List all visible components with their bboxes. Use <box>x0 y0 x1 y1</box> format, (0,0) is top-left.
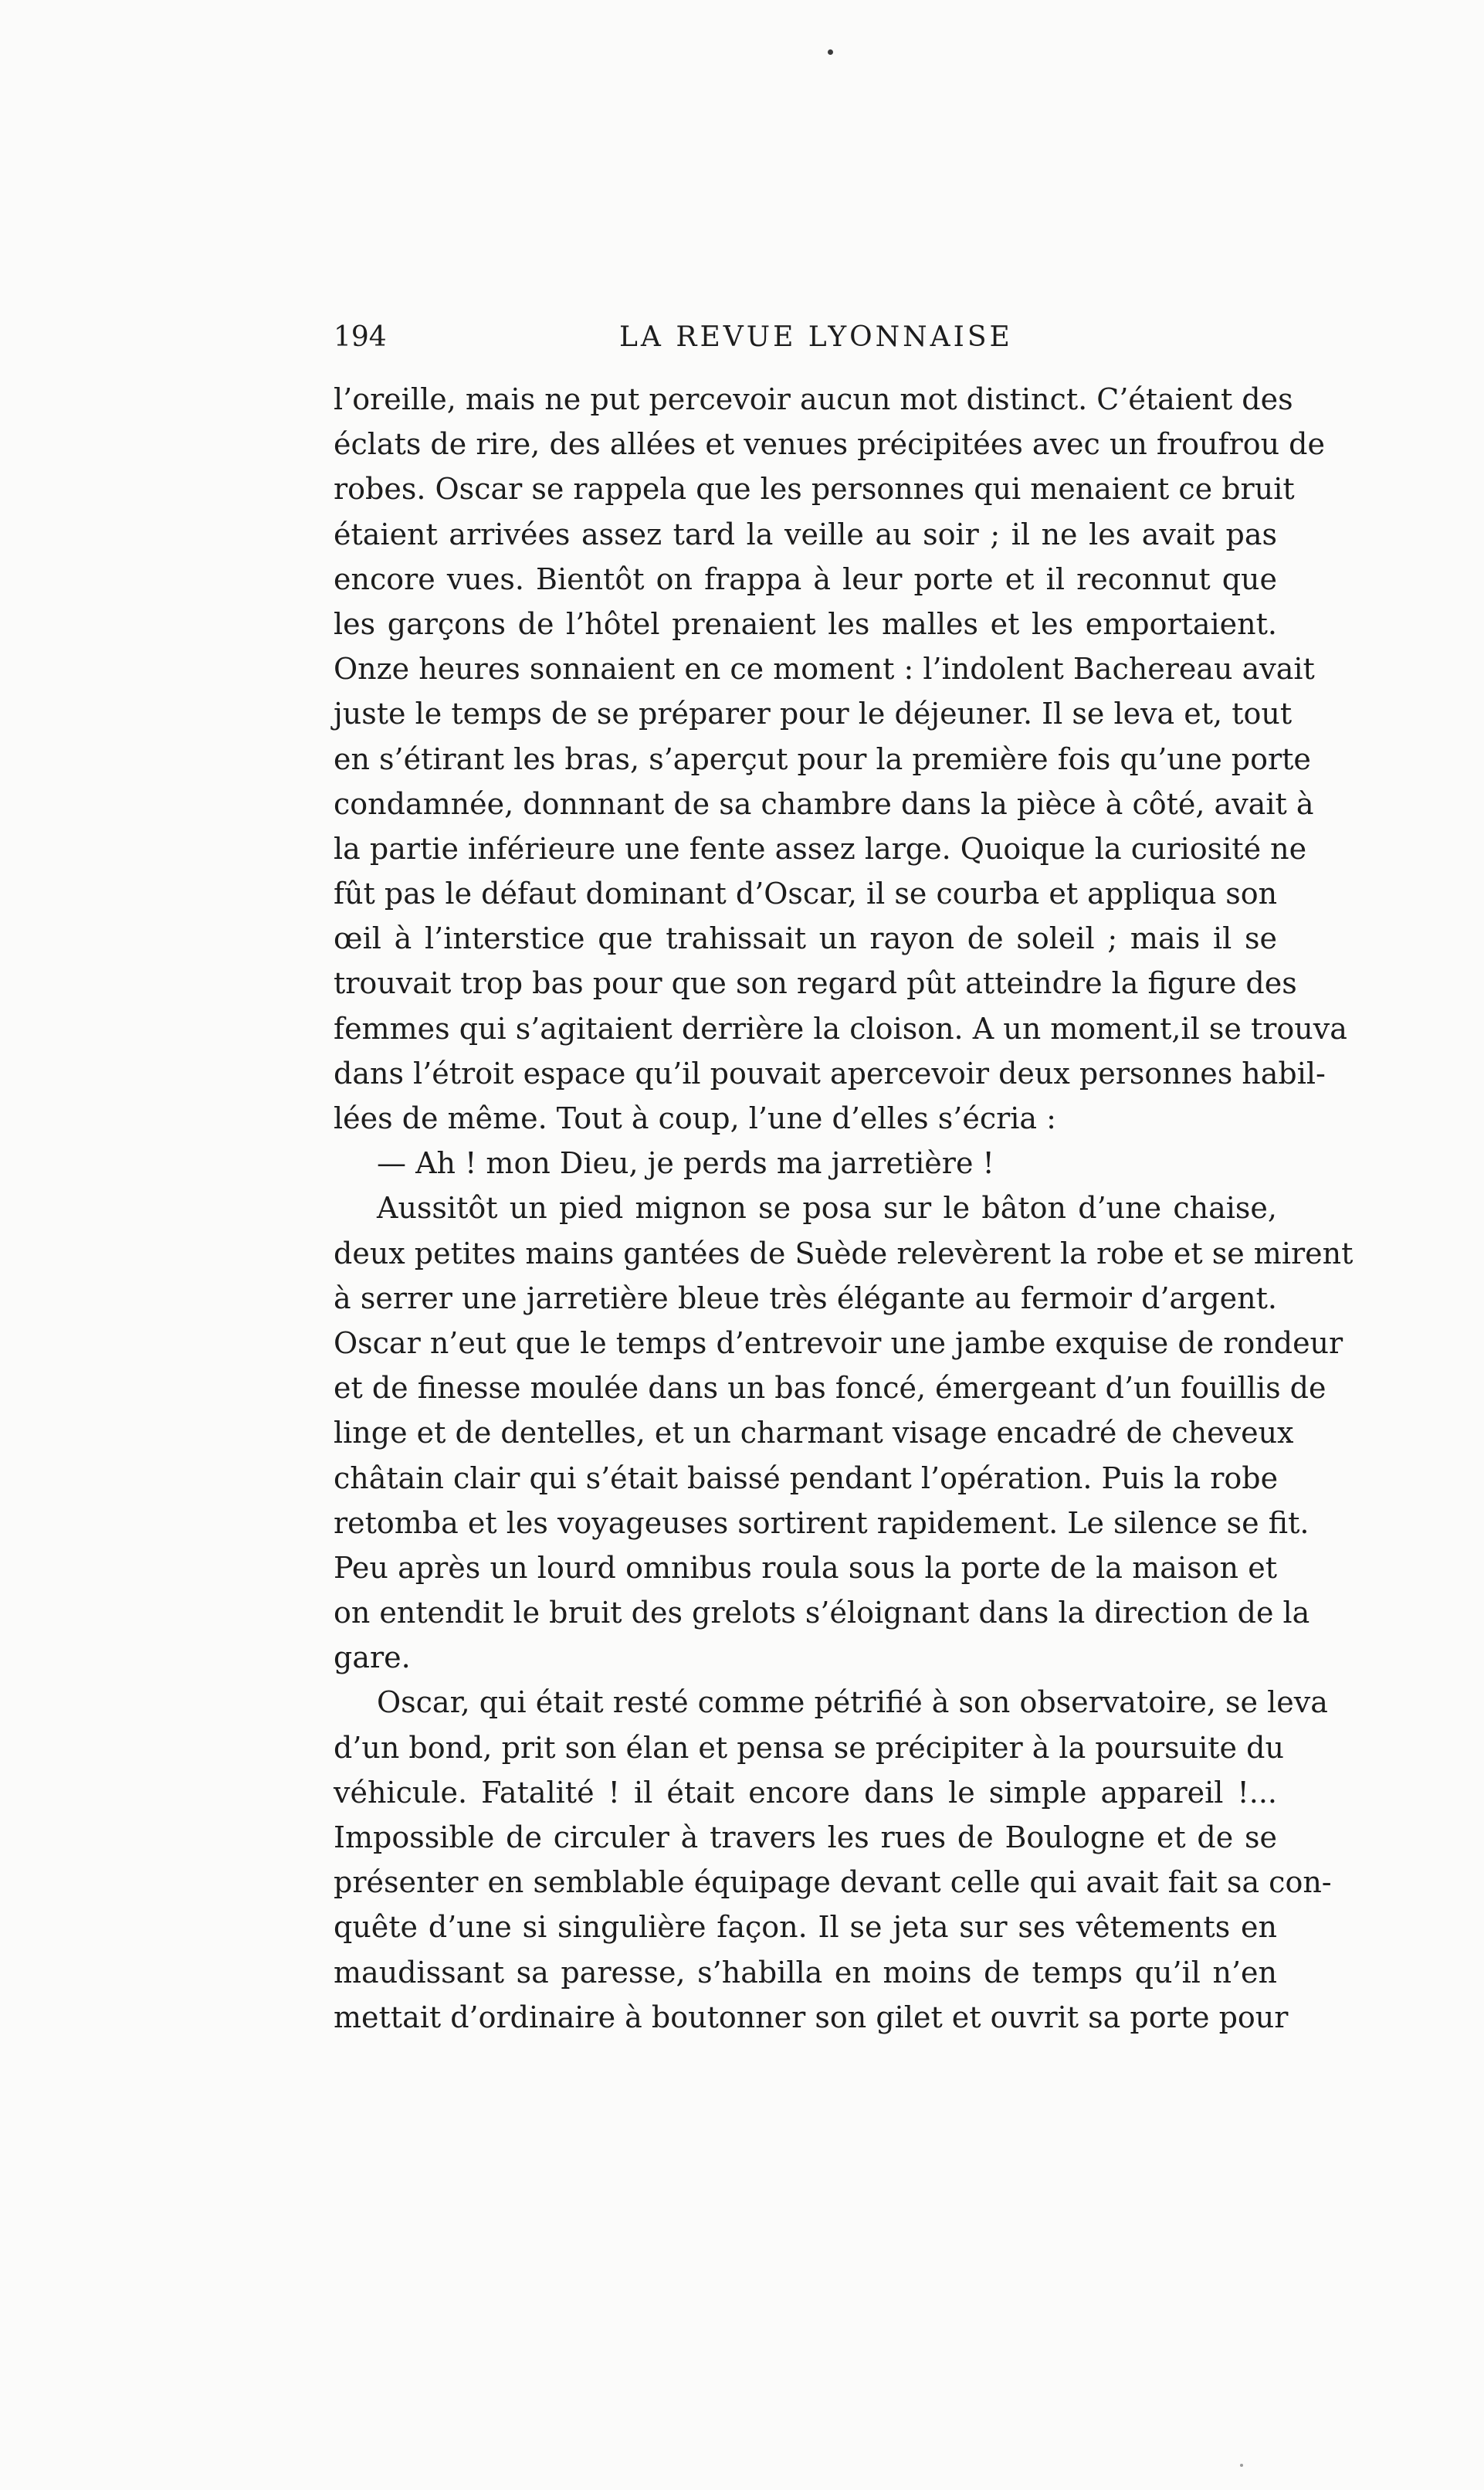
dialogue-line: — Ah ! mon Dieu, je perds ma jarretière ! <box>377 1146 994 1181</box>
journal-title: LA REVUE LYONNAISE <box>619 321 1013 353</box>
running-head <box>334 321 1277 368</box>
text-line: présenter en semblable équipage devant celle qui avait fait sa con- <box>334 1865 1332 1900</box>
ink-speck <box>828 49 833 55</box>
text-line: linge et de dentelles, et un charmant visage encadré de cheveux <box>334 1416 1294 1450</box>
text-line: œil à l’interstice que trahissait un rayon de soleil ; mais il se <box>334 921 1277 956</box>
text-line: la partie inférieure une fente assez large. Quoique la curiosité ne <box>334 831 1307 866</box>
text-line: robes. Oscar se rappela que les personnes qui menaient ce bruit <box>334 472 1295 507</box>
ink-speck <box>1240 2464 1243 2467</box>
text-line: condamnée, donnnant de sa chambre dans la pièce à côté, avait à <box>334 786 1314 821</box>
text-line: Impossible de circuler à travers les rues de Boulogne et de se <box>334 1820 1277 1854</box>
text-line: femmes qui s’agitaient derrière la cloison. A un moment,il se trouva <box>334 1011 1347 1046</box>
text-line: en s’étirant les bras, s’aperçut pour la première fois qu’une porte <box>334 741 1311 776</box>
body-text <box>334 377 1354 2040</box>
text-line: véhicule. Fatalité ! il était encore dans le simple appareil !... <box>334 1775 1277 1810</box>
text-line: deux petites mains gantées de Suède relevèrent la robe et se mirent <box>334 1236 1354 1270</box>
text-line: Onze heures sonnaient en ce moment : l’indolent Bachereau avait <box>334 652 1315 687</box>
text-line: Oscar n’eut que le temps d’entrevoir une jambe exquise de rondeur <box>334 1325 1343 1360</box>
text-line: Peu après un lourd omnibus roula sous la porte de la maison et <box>334 1550 1277 1585</box>
text-line: encore vues. Bientôt on frappa à leur porte et il reconnut que <box>334 561 1277 596</box>
paragraph-start-line: Aussitôt un pied mignon se posa sur le bâton d’une chaise, <box>377 1191 1277 1226</box>
text-line: retomba et les voyageuses sortirent rapidement. Le silence se fit. <box>334 1505 1310 1540</box>
text-line: dans l’étroit espace qu’il pouvait apercevoir deux personnes habil- <box>334 1056 1326 1091</box>
text-line: et de finesse moulée dans un bas foncé, émergeant d’un fouillis de <box>334 1371 1326 1406</box>
text-line: étaient arrivées assez tard la veille au soir ; il ne les avait pas <box>334 517 1277 551</box>
text-line: maudissant sa paresse, s’habilla en moins de temps qu’il n’en <box>334 1955 1277 1990</box>
text-line: fût pas le défaut dominant d’Oscar, il se courba et appliqua son <box>334 877 1278 911</box>
text-line: châtain clair qui s’était baissé pendant l’opération. Puis la robe <box>334 1460 1279 1495</box>
text-line: à serrer une jarretière bleue très élégante au fermoir d’argent. <box>334 1281 1277 1315</box>
text-line: l’oreille, mais ne put percevoir aucun mot distinct. C’étaient des <box>334 382 1293 416</box>
text-line: juste le temps de se préparer pour le déjeuner. Il se leva et, tout <box>334 697 1293 731</box>
page-number: 194 <box>334 321 387 353</box>
text-line: on entendit le bruit des grelots s’éloignant dans la direction de la <box>334 1596 1310 1630</box>
paragraph-start-line: Oscar, qui était resté comme pétrifié à son observatoire, se leva <box>377 1685 1328 1720</box>
text-line: quête d’une si singulière façon. Il se jeta sur ses vêtements en <box>334 1910 1277 1945</box>
text-line: lées de même. Tout à coup, l’une d’elles s’écria : <box>334 1101 1056 1135</box>
text-line: d’un bond, prit son élan et pensa se précipiter à la poursuite du <box>334 1730 1284 1765</box>
text-line: les garçons de l’hôtel prenaient les malles et les emportaient. <box>334 606 1277 641</box>
text-line: trouvait trop bas pour que son regard pût atteindre la figure des <box>334 966 1297 1001</box>
text-line: gare. <box>334 1640 411 1675</box>
text-line: éclats de rire, des allées et venues précipitées avec un froufrou de <box>334 427 1325 462</box>
text-line: mettait d’ordinaire à boutonner son gilet et ouvrit sa porte pour <box>334 2000 1289 2034</box>
